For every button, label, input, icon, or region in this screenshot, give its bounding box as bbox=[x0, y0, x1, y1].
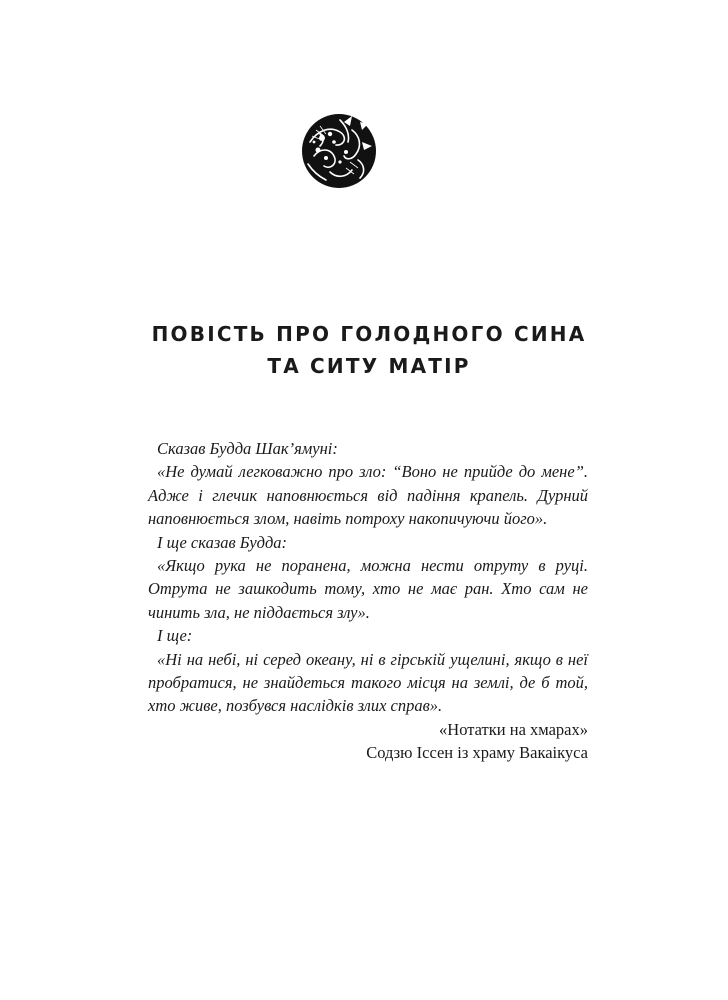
epigraph-source-author: Содзю Іссен із храму Вакаікуса bbox=[366, 743, 588, 763]
chapter-title-line-2: ТА СИТУ МАТІР bbox=[267, 354, 471, 378]
epigraph-paragraph: І ще: bbox=[157, 626, 193, 646]
epigraph-source-title: «Нотатки на хмарах» bbox=[439, 719, 588, 739]
epigraph-paragraph: І ще сказав Будда: bbox=[157, 532, 288, 552]
chapter-title-line-1: ПОВІСТЬ ПРО ГОЛОДНОГО СИНА bbox=[151, 322, 587, 346]
epigraph-paragraph: «Не думай легковажно про зло: “Воно не прийде до мене”. Адже і глечик наповнюється від падіння крапель. Дурний наповнюється злом, навіть потроху накопичуючи його». bbox=[148, 462, 588, 529]
epigraph bbox=[148, 437, 588, 765]
dragon-emblem-icon bbox=[300, 112, 378, 190]
epigraph-paragraph: «Якщо рука не поранена, можна нести отруту в руці. Отрута не зашкодить тому, хто не має ран. Хто сам не чинить зла, не піддається злу». bbox=[148, 556, 588, 622]
chapter-title bbox=[0, 318, 728, 382]
epigraph-paragraph: «Ні на небі, ні серед океану, ні в гірській ущелині, якщо в неї пробратися, не знайдеться такого місця на землі, де б той, хто живе, позбувся наслідків злих справ». bbox=[148, 649, 588, 716]
epigraph-paragraph: Сказав Будда Шак’ямуні: bbox=[157, 439, 338, 458]
